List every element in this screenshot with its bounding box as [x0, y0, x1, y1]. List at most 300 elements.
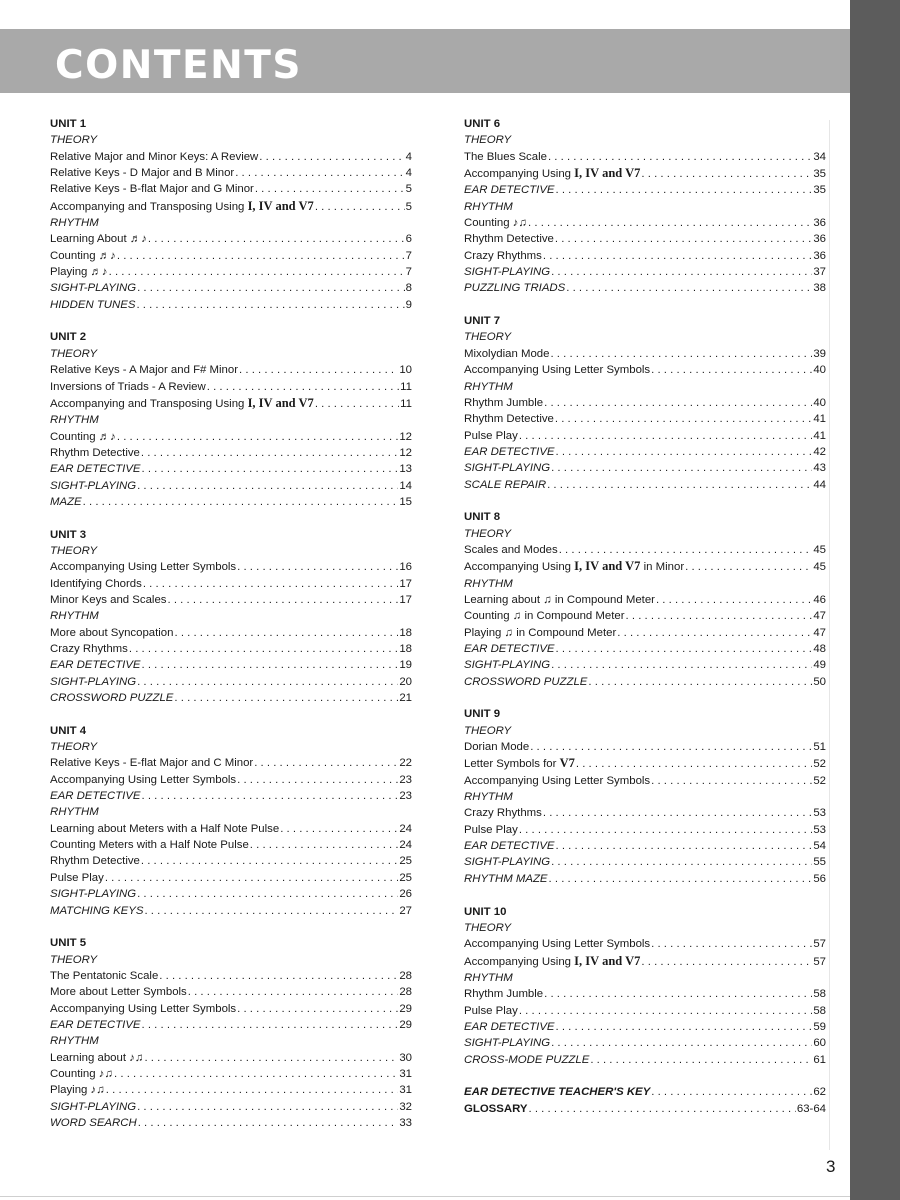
entry-text: Relative Keys - E-flat Major and C Minor [50, 757, 254, 770]
page-ref: 32 [399, 1100, 412, 1113]
leader-dots [174, 625, 398, 641]
toc-entry [464, 264, 826, 280]
music-note-icon: ♬♪ [98, 249, 116, 262]
entry-label [464, 542, 558, 558]
entry-text: Identifying Chords [50, 577, 142, 590]
entry-text: Counting [50, 1067, 96, 1080]
page-ref: 47 [813, 626, 826, 639]
entry-label [464, 182, 555, 198]
page-ref: 60 [813, 1037, 826, 1050]
page-ref: 52 [813, 758, 826, 771]
entry-text: Relative Keys - D Major and B Minor [50, 167, 235, 180]
toc-entry [464, 460, 826, 476]
leader-dots [551, 264, 812, 280]
leader-dots [141, 445, 398, 461]
toc-entry [50, 984, 412, 1000]
entry-label [50, 968, 158, 984]
leader-dots [556, 444, 813, 460]
entry-text: More about Letter Symbols [50, 986, 187, 999]
entry-text: Accompanying Using Letter Symbols [464, 364, 651, 377]
unit-title: UNIT 8 [464, 511, 501, 524]
entry-suffix: in Compound Meter [554, 593, 655, 606]
entry-text: Accompanying and Transposing Using [50, 200, 245, 213]
toc-entry [50, 1066, 412, 1082]
back-matter-entry [464, 1084, 826, 1100]
toc-column-right [464, 116, 826, 1133]
entry-text: SIGHT-PLAYING [50, 1100, 137, 1113]
entry-text: Pulse Play [464, 1004, 518, 1017]
entry-label [50, 494, 82, 510]
unit-title: UNIT 2 [50, 331, 87, 344]
page-number: 3 [826, 1157, 836, 1176]
toc-entry [50, 1001, 412, 1017]
page-ref: 26 [399, 888, 412, 901]
entry-label [50, 870, 104, 886]
entry-text: Relative Major and Minor Keys: A Review [50, 150, 259, 163]
page-ref: 41 [813, 429, 826, 442]
toc-entry [50, 592, 412, 608]
entry-text: Rhythm Detective [464, 233, 554, 246]
toc-entry [50, 445, 412, 461]
page-ref: 24 [399, 839, 412, 852]
page-ref: 5 [405, 183, 412, 196]
page-ref: 23 [399, 773, 412, 786]
entry-label [50, 1115, 137, 1131]
entry-suffix: in Compound Meter [516, 626, 617, 639]
entry-text: Dorian Mode [464, 741, 530, 754]
page-ref: 51 [813, 741, 826, 754]
entry-label [50, 821, 279, 837]
toc-entry [50, 1115, 412, 1131]
toc-unit [464, 313, 826, 493]
page-ref: 45 [813, 543, 826, 556]
leader-dots [117, 248, 405, 264]
unit-title: UNIT 5 [50, 937, 87, 950]
entry-label [464, 625, 616, 641]
leader-dots [549, 871, 813, 887]
leader-dots [566, 280, 812, 296]
leader-dots [144, 1050, 398, 1066]
leader-dots [117, 429, 398, 445]
page-ref: 17 [399, 593, 412, 606]
leader-dots [142, 461, 399, 477]
entry-text: Rhythm Jumble [464, 988, 544, 1001]
entry-label [464, 822, 518, 838]
leader-dots [556, 838, 813, 854]
leader-dots [144, 903, 398, 919]
entry-label [50, 1066, 113, 1082]
leader-dots [188, 984, 399, 1000]
leader-dots [656, 592, 812, 608]
page-ref: 35 [813, 168, 826, 181]
entry-text: CROSS-MODE PUZZLE [464, 1053, 590, 1066]
toc-entry [50, 362, 412, 378]
leader-dots [237, 772, 398, 788]
page-ref: 18 [399, 626, 412, 639]
toc-entry [50, 395, 412, 412]
entry-label [464, 936, 650, 952]
page-ref: 45 [813, 561, 826, 574]
toc-unit [50, 116, 412, 313]
leader-dots [548, 149, 812, 165]
page-ref: 57 [813, 955, 826, 968]
leader-dots [83, 494, 399, 510]
section-heading: RHYTHM [464, 791, 513, 804]
entry-label [464, 149, 547, 165]
entry-text: Accompanying Using [464, 168, 571, 181]
leader-dots [137, 674, 398, 690]
entry-label [50, 362, 238, 378]
entry-text: Accompanying Using Letter Symbols [464, 938, 651, 951]
leader-dots [543, 248, 812, 264]
page-ref: 20 [399, 675, 412, 688]
entry-text: Accompanying Using Letter Symbols [464, 774, 651, 787]
entry-suffix: in Minor [643, 561, 685, 574]
toc-entry [50, 657, 412, 673]
music-note-icon: ♪♫ [129, 1051, 144, 1064]
entry-label [464, 838, 555, 854]
entry-text: Accompanying Using Letter Symbols [50, 1002, 237, 1015]
entry-label [50, 1082, 105, 1098]
entry-label [464, 165, 640, 182]
entry-text: Learning about [50, 1051, 127, 1064]
leader-dots [142, 788, 399, 804]
leader-dots [576, 756, 812, 772]
leader-dots [547, 477, 812, 493]
leader-dots [551, 854, 812, 870]
toc-entry [464, 657, 826, 673]
leader-dots [237, 559, 398, 575]
entry-label [50, 165, 234, 181]
page-ref: 12 [399, 430, 412, 443]
toc-entry [50, 149, 412, 165]
back-matter-entry [464, 1101, 826, 1117]
toc-entry [464, 1019, 826, 1035]
toc-unit [464, 904, 826, 1068]
chord-symbols: V7 [559, 756, 575, 771]
page-ref: 36 [813, 249, 826, 262]
entry-text: EAR DETECTIVE [464, 184, 555, 197]
entry-label [464, 986, 543, 1002]
toc-entry [464, 215, 826, 231]
entry-label [464, 773, 650, 789]
toc-entry [464, 346, 826, 362]
page-ref: 58 [813, 1004, 826, 1017]
page-ref: 24 [399, 822, 412, 835]
leader-dots [551, 657, 812, 673]
entry-label [50, 445, 140, 461]
page-ref: 4 [405, 150, 412, 163]
page-ref: 36 [813, 233, 826, 246]
page-ref: 37 [813, 266, 826, 279]
chord-symbols: I, IV and V7 [574, 559, 641, 574]
entry-text: EAR DETECTIVE [50, 659, 141, 672]
entry-label [50, 576, 142, 592]
toc-entry [50, 1050, 412, 1066]
toc-entry [464, 953, 826, 970]
entry-text: HIDDEN TUNES [50, 298, 136, 311]
page-ref: 44 [813, 478, 826, 491]
page-ref: 57 [813, 938, 826, 951]
leader-dots [148, 231, 405, 247]
entry-text: Playing [464, 626, 502, 639]
entry-label [50, 1017, 141, 1033]
entry-label [50, 149, 258, 165]
section-heading: THEORY [50, 347, 98, 360]
leader-dots [556, 1019, 813, 1035]
toc-unit [464, 706, 826, 887]
toc-entry [464, 444, 826, 460]
entry-label [464, 395, 543, 411]
entry-label [464, 674, 587, 690]
toc-entry [50, 181, 412, 197]
toc-entry [50, 837, 412, 853]
leader-dots [235, 165, 404, 181]
entry-text: RHYTHM MAZE [464, 872, 548, 885]
entry-text: Accompanying Using [464, 955, 571, 968]
section-heading: RHYTHM [464, 971, 513, 984]
toc-entry [464, 542, 826, 558]
page-ref: 18 [399, 643, 412, 655]
bottom-rule [0, 1196, 850, 1197]
page-ref: 31 [399, 1067, 412, 1080]
toc-entry [50, 379, 412, 395]
entry-text: SIGHT-PLAYING [464, 462, 551, 475]
leader-dots [641, 166, 812, 182]
section-heading: THEORY [464, 331, 512, 344]
leader-dots [137, 280, 405, 296]
leader-dots [556, 182, 813, 198]
entry-text: Counting [464, 610, 510, 623]
leader-dots [544, 986, 812, 1002]
leader-dots [137, 478, 398, 494]
toc-entry [50, 870, 412, 886]
entry-text: Learning about Meters with a Half Note Pulse [50, 822, 280, 835]
section-heading: RHYTHM [464, 380, 513, 393]
toc-entry [50, 248, 412, 264]
entry-label [50, 478, 136, 494]
toc-entry [50, 1082, 412, 1098]
chord-symbols: I, IV and V7 [574, 166, 641, 181]
entry-text: EAR DETECTIVE [464, 1020, 555, 1033]
section-heading: THEORY [464, 724, 512, 737]
page-ref: 25 [399, 871, 412, 884]
entry-text: MAZE [50, 495, 82, 508]
toc-entry [464, 838, 826, 854]
toc-entry [464, 592, 826, 608]
toc-entry [50, 576, 412, 592]
toc-entry [50, 772, 412, 788]
entry-label [50, 690, 173, 706]
entry-label [50, 280, 136, 296]
entry-label [50, 461, 141, 477]
entry-label [50, 1099, 136, 1115]
entry-label [464, 362, 650, 378]
entry-label: EAR DETECTIVE TEACHER'S KEY [464, 1086, 651, 1099]
toc-entry [464, 822, 826, 838]
page-ref: 59 [813, 1020, 826, 1033]
leader-dots [555, 411, 812, 427]
entry-text: The Blues Scale [464, 150, 547, 163]
toc-column-left [50, 116, 412, 1148]
section-heading: THEORY [464, 134, 512, 147]
section-heading: RHYTHM [50, 414, 99, 427]
entry-text: SIGHT-PLAYING [50, 888, 137, 901]
music-note-icon: ♪♫ [90, 1084, 105, 1097]
toc-entry [50, 886, 412, 902]
toc-entry [50, 903, 412, 919]
page-ref: 46 [813, 593, 826, 606]
entry-label [50, 674, 136, 690]
toc-entry [464, 608, 826, 624]
entry-text: Learning about [464, 593, 541, 606]
entry-text: More about Syncopation [50, 626, 174, 639]
leader-dots [651, 936, 812, 952]
toc-entry [464, 1052, 826, 1068]
entry-text: SIGHT-PLAYING [464, 659, 551, 672]
entry-text: Crazy Rhythms [464, 807, 542, 820]
leader-dots [255, 181, 405, 197]
entry-text: SIGHT-PLAYING [464, 266, 551, 279]
page-ref: 50 [813, 675, 826, 688]
page-ref: 47 [813, 610, 826, 623]
toc-entry [50, 641, 412, 657]
page-ref: 38 [813, 282, 826, 295]
page-ref: 4 [405, 167, 412, 180]
entry-text: Accompanying and Transposing Using [50, 397, 245, 410]
entry-text: Relative Keys - B-flat Major and G Minor [50, 183, 254, 196]
entry-text: Rhythm Detective [50, 855, 140, 868]
leader-dots [137, 1099, 398, 1115]
toc-unit [50, 935, 412, 1131]
leader-dots [114, 1066, 398, 1082]
toc-entry [50, 478, 412, 494]
entry-label [464, 608, 625, 624]
back-matter [464, 1084, 826, 1117]
leader-dots [529, 1101, 796, 1117]
leader-dots [315, 396, 399, 412]
leader-dots [315, 199, 405, 215]
leader-dots [556, 641, 813, 657]
page-ref: 11 [400, 380, 412, 393]
entry-label [464, 592, 655, 608]
toc-unit [464, 509, 826, 690]
entry-text: The Pentatonic Scale [50, 969, 159, 982]
page-ref: 22 [399, 757, 412, 770]
entry-text: Pulse Play [464, 823, 518, 836]
entry-label [464, 657, 550, 673]
page-ref: 35 [813, 184, 826, 197]
entry-label [464, 953, 640, 970]
music-note-icon: ♪♫ [512, 217, 528, 230]
toc-entry [50, 1099, 412, 1115]
entry-label [464, 641, 555, 657]
entry-label [50, 837, 249, 853]
entry-label [464, 444, 555, 460]
section-heading: THEORY [50, 741, 98, 754]
leader-dots [280, 821, 398, 837]
section-heading: RHYTHM [50, 806, 99, 819]
page-ref: 42 [813, 445, 826, 458]
page-ref: 7 [405, 266, 412, 279]
entry-text: Rhythm Jumble [464, 396, 544, 409]
entry-label [50, 231, 147, 247]
page-ref: 58 [813, 988, 826, 1001]
page-ref: 40 [813, 396, 826, 409]
leader-dots [651, 773, 812, 789]
leader-dots [651, 1084, 812, 1100]
leader-dots [105, 870, 399, 886]
toc-entry [464, 149, 826, 165]
entry-text: Scales and Modes [464, 543, 558, 556]
entry-label [464, 1003, 518, 1019]
toc-entry [50, 821, 412, 837]
entry-label [50, 559, 236, 575]
toc-entry [464, 805, 826, 821]
toc-unit [464, 116, 826, 297]
entry-label [50, 903, 143, 919]
entry-text: Counting [50, 430, 96, 443]
page-ref: 17 [399, 577, 412, 590]
leader-dots [530, 739, 812, 755]
entry-label [50, 886, 136, 902]
toc-entry [464, 182, 826, 198]
entry-label [464, 428, 518, 444]
leader-dots [641, 954, 812, 970]
leader-dots [142, 1017, 399, 1033]
leader-dots [528, 215, 812, 231]
toc-entry [464, 428, 826, 444]
entry-text: Accompanying Using Letter Symbols [50, 773, 237, 786]
page-ref: 53 [813, 823, 826, 836]
page-ref: 29 [399, 1018, 412, 1031]
toc-entry [464, 165, 826, 182]
entry-text: PUZZLING TRIADS [464, 282, 566, 295]
unit-title: UNIT 6 [464, 118, 501, 130]
leader-dots [651, 362, 812, 378]
leader-dots [555, 231, 812, 247]
music-note-icon: ♫ [512, 610, 522, 623]
leader-dots [551, 460, 812, 476]
leader-dots [254, 755, 398, 771]
page-ref: 53 [813, 807, 826, 820]
leader-dots [138, 1115, 399, 1131]
leader-dots [143, 576, 399, 592]
entry-text: EAR DETECTIVE [464, 643, 555, 655]
entry-label [50, 772, 236, 788]
page-ref: 41 [813, 413, 826, 426]
leader-dots [142, 657, 399, 673]
entry-text: CROSSWORD PUZZLE [464, 675, 588, 688]
entry-text: Crazy Rhythms [464, 249, 542, 262]
toc-entry [464, 558, 826, 575]
page-ref: 33 [399, 1116, 412, 1129]
page-ref: 13 [399, 463, 412, 476]
leader-dots [159, 968, 398, 984]
toc-entry [464, 280, 826, 296]
entry-text: EAR DETECTIVE [50, 1018, 141, 1031]
leader-dots [543, 805, 812, 821]
toc-entry [464, 1003, 826, 1019]
toc-entry [50, 690, 412, 706]
unit-title: UNIT 4 [50, 724, 87, 737]
leader-dots [109, 264, 405, 280]
right-edge-tab [850, 0, 900, 1200]
toc-entry [464, 411, 826, 427]
leader-dots [259, 149, 404, 165]
leader-dots [137, 886, 398, 902]
leader-dots [551, 1035, 812, 1051]
